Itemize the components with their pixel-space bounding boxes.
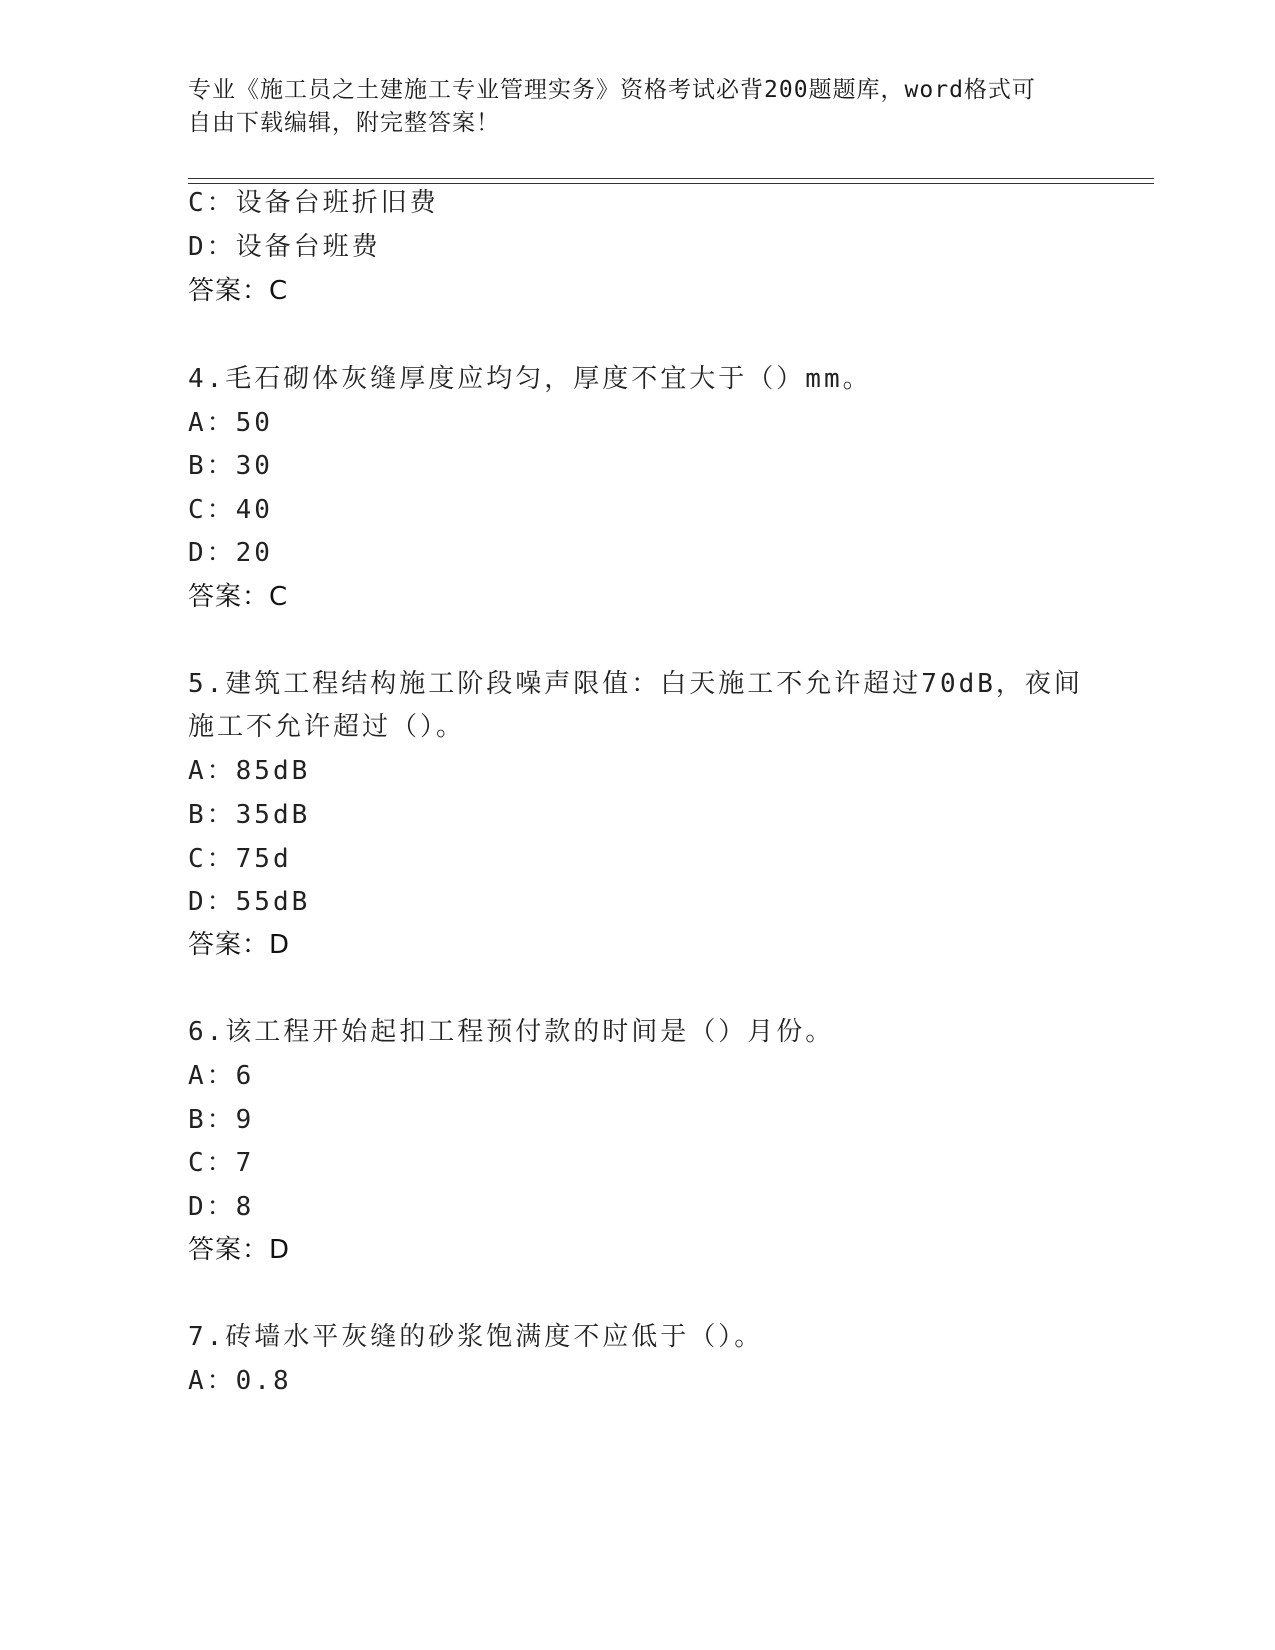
question-5-option-c: C：75d	[188, 844, 292, 874]
question-6-stem: 6.该工程开始起扣工程预付款的时间是（）月份。	[188, 1017, 835, 1047]
question-5-answer: 答案：D	[188, 930, 291, 960]
header-line-1: 专业《施工员之土建施工专业管理实务》资格考试必背200题题库，word格式可	[188, 77, 1036, 103]
question-5-option-b: B：35dB	[188, 800, 311, 830]
question-4-option-b: B：30	[188, 451, 273, 481]
header-divider-top	[188, 178, 1154, 179]
option-d: D：设备台班费	[188, 232, 381, 262]
question-4-option-c: C：40	[188, 495, 273, 525]
document-header	[188, 74, 1068, 140]
header-divider-bottom	[188, 183, 1154, 184]
question-6-answer: 答案：D	[188, 1235, 291, 1265]
option-c: C：设备台班折旧费	[188, 188, 439, 218]
question-6-option-b: B：9	[188, 1105, 255, 1135]
question-5-option-d: D：55dB	[188, 887, 311, 917]
question-4-option-d: D：20	[188, 538, 273, 568]
question-6-option-c: C：7	[188, 1148, 255, 1178]
question-5-stem-line-2: 施工不允许超过（）。	[188, 712, 466, 742]
question-5-stem-line-1: 5.建筑工程结构施工阶段噪声限值：白天施工不允许超过70dB，夜间	[188, 669, 1083, 699]
answer-line: 答案：C	[188, 276, 289, 306]
question-7-option-a: A：0.8	[188, 1366, 292, 1396]
question-7-stem: 7.砖墙水平灰缝的砂浆饱满度不应低于（）。	[188, 1322, 764, 1352]
question-6-option-d: D：8	[188, 1192, 255, 1222]
header-line-2: 自由下载编辑，附完整答案！	[188, 110, 500, 136]
question-4-stem: 4.毛石砌体灰缝厚度应均匀，厚度不宜大于（）mm。	[188, 364, 872, 394]
question-4-option-a: A：50	[188, 408, 273, 438]
question-4-answer: 答案：C	[188, 582, 289, 612]
question-5-option-a: A：85dB	[188, 756, 311, 786]
question-6-option-a: A：6	[188, 1061, 255, 1091]
